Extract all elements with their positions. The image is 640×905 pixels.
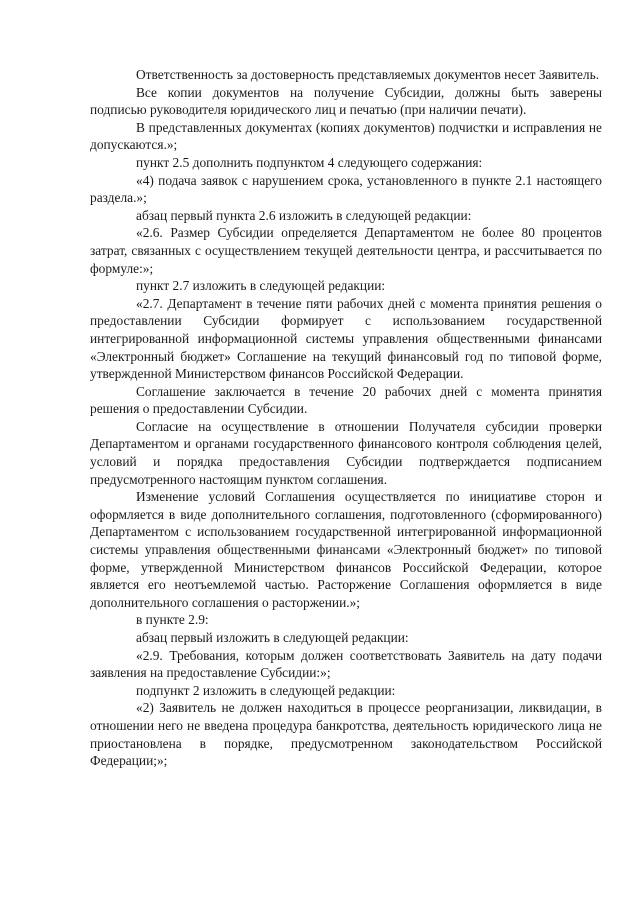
paragraph-6: абзац первый пункта 2.6 изложить в следующей редакции: — [136, 207, 472, 223]
paragraph-14: абзац первый изложить в следующей редакции: — [136, 630, 409, 645]
paragraph-8: пункт 2.7 изложить в следующей редакции: — [136, 278, 386, 294]
paragraph-16: подпункт 2 изложить в следующей редакции: — [136, 682, 396, 698]
paragraph-17: «2) Заявитель не должен находиться в процессе реорганизации, ликвидации, в отношении него не введена процедура банкротства, деятельность юридического лица не приостановлена в порядке, предусмотренном законодательством Российской Федерации;»; — [90, 700, 602, 769]
paragraph-5: «4) подача заявок с нарушением срока, установленного в пункте 2.1 настоящего раздела.»; — [90, 172, 602, 206]
paragraph-7: «2.6. Размер Субсидии определяется Департаментом не более 80 процентов затрат, связанных с осуществлением текущей деятельности центра, и рассчитывается по формуле:»; — [90, 225, 602, 276]
paragraph-9: «2.7. Департамент в течение пяти рабочих дней с момента принятия решения о предоставлении Субсидии формирует с использованием государственной интегрированной информационной системы управления общественными финансами «Электронный бюджет» Соглашение на текущий финансовый год по типовой форме, утвержденной Министерством финансов Российской Федерации. — [90, 295, 602, 382]
paragraph-10: Соглашение заключается в течение 20 рабочих дней с момента принятия решения о предоставлении Субсидии. — [90, 383, 602, 417]
paragraph-12: Изменение условий Соглашения осуществляется по инициативе сторон и оформляется в виде дополнительного соглашения, подготовленного (сформированного) Департаментом с использованием государственной интегрированной информационной системы управления общественными финансами «Электронный бюджет» по типовой форме, утвержденной Министерством финансов Российской Федерации, которое является его неотъемлемой частью. Расторжение Соглашения оформляется в виде дополнительного соглашения о расторжении.»; — [90, 489, 602, 610]
paragraph-4: пункт 2.5 дополнить подпунктом 4 следующего содержания: — [136, 154, 483, 170]
paragraph-15: «2.9. Требования, которым должен соответствовать Заявитель на дату подачи заявления на предоставление Субсидии:»; — [90, 647, 602, 681]
paragraph-1: Ответственность за достоверность представляемых документов несет Заявитель. — [136, 67, 600, 82]
paragraph-2: Все копии документов на получение Субсидии, должны быть заверены подписью руководителя юридического лиц и печатью (при наличии печати). — [90, 84, 602, 118]
paragraph-11: Согласие на осуществление в отношении Получателя субсидии проверки Департаментом и органами государственного финансового контроля соблюдения целей, условий и порядка предоставления Субсидии подтверждается подписанием предусмотренного настоящим пунктом соглашения. — [90, 418, 602, 487]
paragraph-13: в пункте 2.9: — [136, 612, 209, 628]
paragraph-3: В представленных документах (копиях документов) подчистки и исправления не допускаются.»; — [90, 119, 602, 153]
document-page — [90, 66, 602, 770]
